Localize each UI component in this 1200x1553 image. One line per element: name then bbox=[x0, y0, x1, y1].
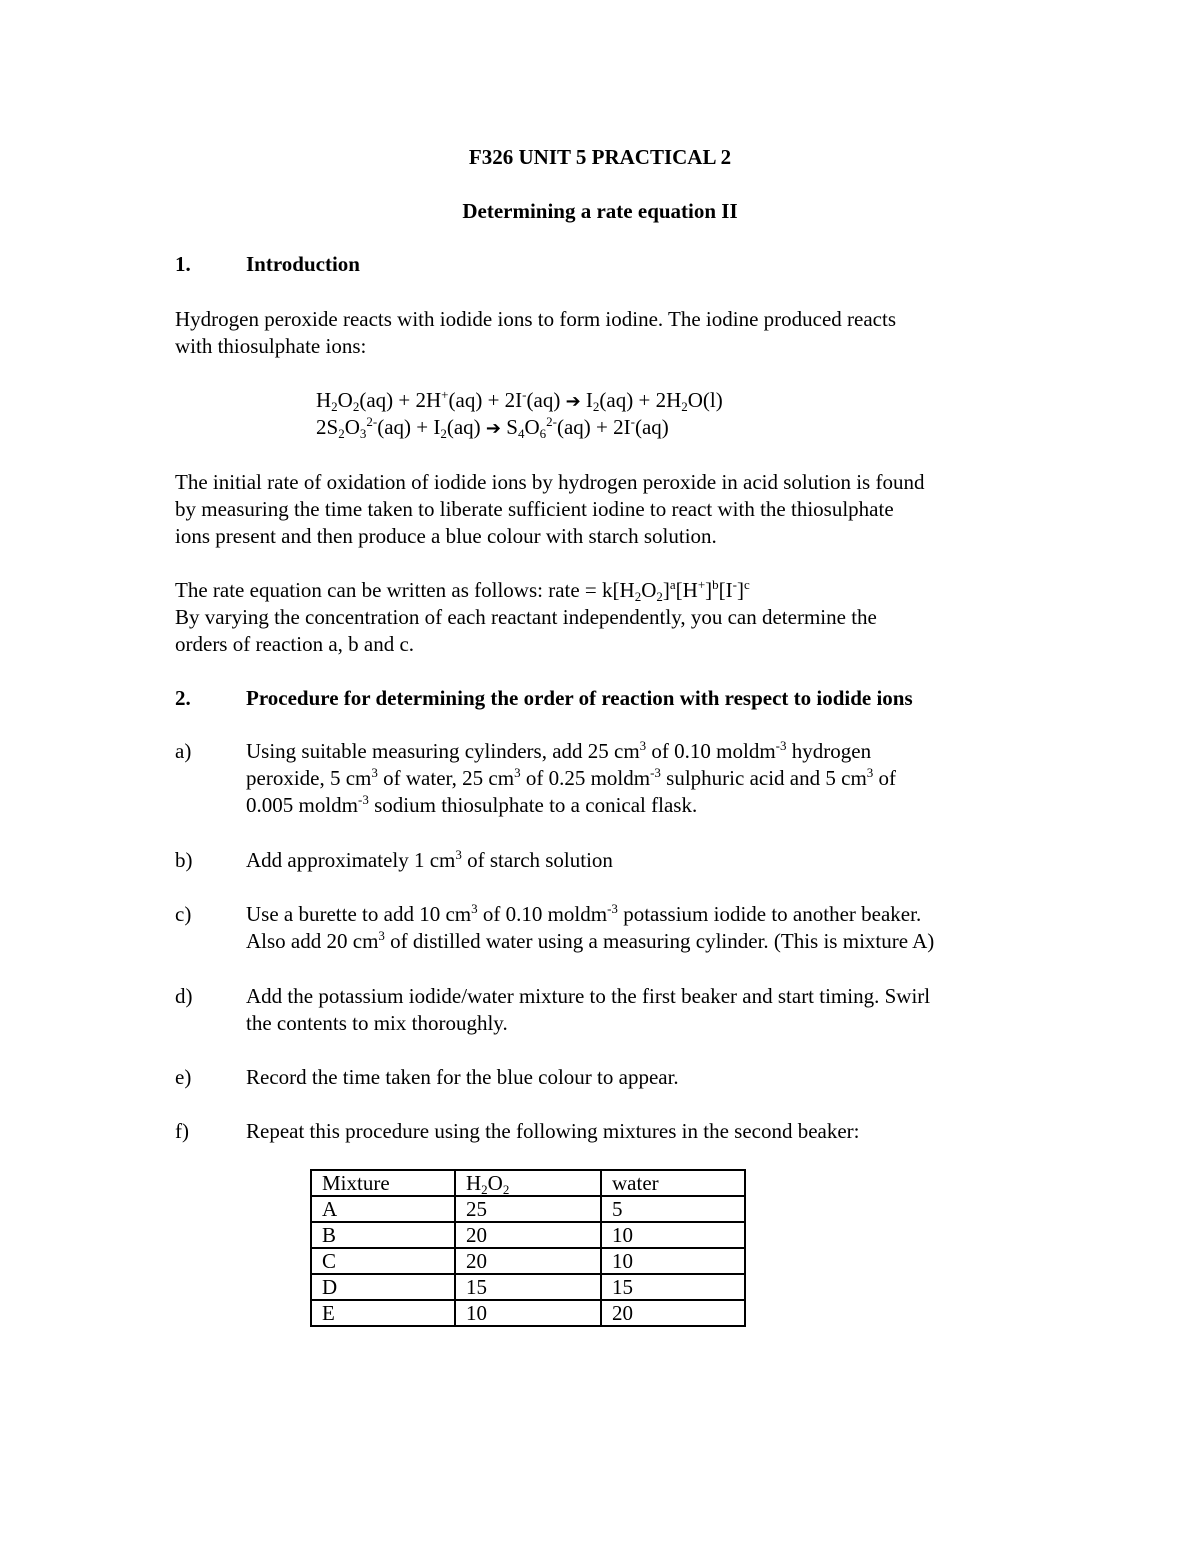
table-cell: C bbox=[311, 1248, 455, 1274]
table-cell: 20 bbox=[455, 1222, 601, 1248]
step-d-line-1: Add the potassium iodide/water mixture to the first beaker and start timing. Swirl bbox=[246, 984, 931, 1008]
step-a-line-2: peroxide, 5 $cm^3$ of water, 25 $cm^3$ of 0.25 moldm$^{-3}$ sulphuric acid and 5 $cm^3$ of bbox=[246, 765, 897, 790]
varying-line-1: By varying the concentration of each reactant independently, you can determine the bbox=[175, 605, 877, 629]
step-f-label: f) bbox=[175, 1119, 189, 1143]
step-d-label: d) bbox=[175, 984, 193, 1008]
table-row bbox=[311, 1248, 745, 1274]
step-a-line-1: Using suitable measuring cylinders, add 25 $cm^3$ of 0.10 moldm$^{-3}$ hydrogen bbox=[246, 738, 872, 763]
table-header-water: water bbox=[601, 1170, 745, 1196]
step-a-line-3: 0.005 moldm$^{-3}$ sodium thiosulphate to a conical flask. bbox=[246, 792, 698, 817]
step-b-line-1: Add approximately 1 $cm^3$ of starch solution bbox=[246, 847, 613, 872]
table-cell: A bbox=[311, 1196, 455, 1222]
step-e-label: e) bbox=[175, 1065, 192, 1089]
section-2-number: 2. bbox=[175, 686, 191, 710]
table-cell: 10 bbox=[601, 1248, 745, 1274]
rate-paragraph-line-3: ions present and then produce a blue colour with starch solution. bbox=[175, 524, 717, 548]
step-f-line-1: Repeat this procedure using the following mixtures in the second beaker: bbox=[246, 1119, 860, 1143]
equation-2: $2S_2O_3^{2-}(aq) + I_2(aq)$ ➔ $S_4O_6^{2-}(aq) + 2I^-(aq)$ bbox=[316, 414, 669, 441]
table-cell: 15 bbox=[601, 1274, 745, 1300]
step-b-label: b) bbox=[175, 848, 193, 872]
rate-paragraph-line-1: The initial rate of oxidation of iodide ions by hydrogen peroxide in acid solution is found bbox=[175, 470, 925, 494]
section-1-heading: Introduction bbox=[246, 252, 360, 276]
step-c-label: c) bbox=[175, 902, 192, 926]
step-a-label: a) bbox=[175, 739, 192, 763]
step-c-line-1: Use a burette to add 10 $cm^3$ of 0.10 moldm$^{-3}$ potassium iodide to another beaker. bbox=[246, 901, 922, 926]
step-e-line-1: Record the time taken for the blue colour to appear. bbox=[246, 1065, 679, 1089]
table-cell: 10 bbox=[455, 1300, 601, 1326]
table-header-row bbox=[311, 1170, 745, 1196]
table-row bbox=[311, 1196, 745, 1222]
table-cell: 5 bbox=[601, 1196, 745, 1222]
table-header-mixture: Mixture bbox=[311, 1170, 455, 1196]
table-cell: 25 bbox=[455, 1196, 601, 1222]
table-cell: E bbox=[311, 1300, 455, 1326]
table-row bbox=[311, 1300, 745, 1326]
rate-equation-line: The rate equation can be written as follows: rate = $k[H_2O_2]^a[H^+]^b[I^-]^c$ bbox=[175, 577, 750, 604]
table-header-h2o2: $H_2O_2$ bbox=[455, 1170, 601, 1196]
section-2-heading: Procedure for determining the order of reaction with respect to iodide ions bbox=[246, 686, 913, 710]
table-cell: 20 bbox=[601, 1300, 745, 1326]
table-cell: B bbox=[311, 1222, 455, 1248]
table-cell: 15 bbox=[455, 1274, 601, 1300]
intro-line-1: Hydrogen peroxide reacts with iodide ions to form iodine. The iodine produced reacts bbox=[175, 307, 896, 331]
table-cell: D bbox=[311, 1274, 455, 1300]
varying-line-2: orders of reaction a, b and c. bbox=[175, 632, 415, 656]
table-cell: 20 bbox=[455, 1248, 601, 1274]
section-1-number: 1. bbox=[175, 252, 191, 276]
table-row bbox=[311, 1222, 745, 1248]
table-cell: 10 bbox=[601, 1222, 745, 1248]
rate-paragraph-line-2: by measuring the time taken to liberate sufficient iodine to react with the thiosulphate bbox=[175, 497, 894, 521]
mixtures-table bbox=[310, 1169, 746, 1327]
step-d-line-2: the contents to mix thoroughly. bbox=[246, 1011, 508, 1035]
equation-1: $H_2O_2(aq) + 2H^+(aq) + 2I^-(aq)$ ➔ $I_2(aq) + 2H_2O(l)$ bbox=[316, 387, 723, 414]
intro-line-2: with thiosulphate ions: bbox=[175, 334, 367, 358]
page-subtitle: Determining a rate equation II bbox=[462, 199, 738, 223]
step-c-line-2: Also add 20 $cm^3$ of distilled water using a measuring cylinder. (This is mixture A) bbox=[246, 928, 935, 953]
table-row bbox=[311, 1274, 745, 1300]
page-title: F326 UNIT 5 PRACTICAL 2 bbox=[468, 145, 732, 169]
